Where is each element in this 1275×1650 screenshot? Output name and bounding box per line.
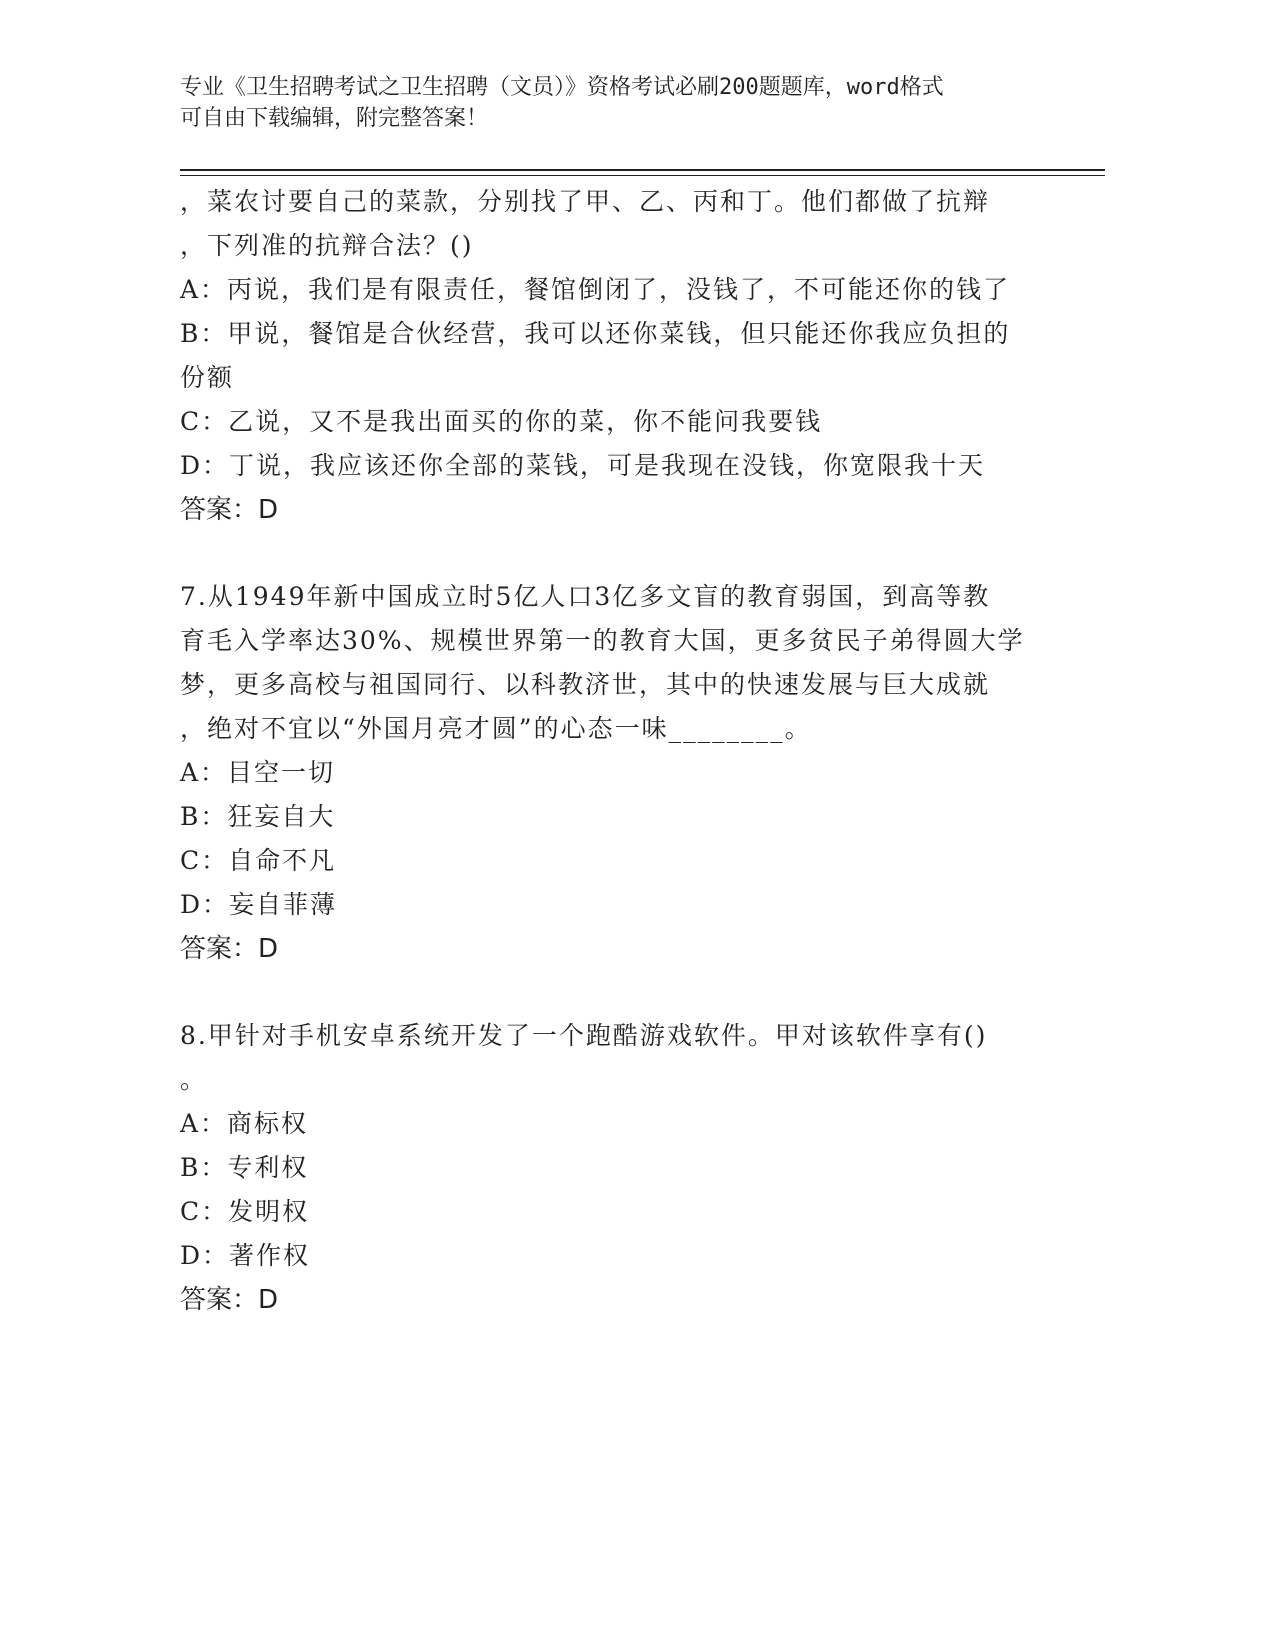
option-b: B：专利权: [180, 1153, 309, 1182]
question-text-line: ，菜农讨要自己的菜款，分别找了甲、乙、丙和丁。他们都做了抗辩: [180, 187, 991, 216]
header-divider-thick: [180, 169, 1105, 171]
question-list: [180, 180, 1060, 1322]
option-b: B：狂妄自大: [180, 802, 336, 831]
header-line-2: 可自由下载编辑，附完整答案！: [180, 106, 489, 131]
header-divider-thin: [180, 175, 1105, 176]
question-text-line: 7.从1949年新中国成立时5亿人口3亿多文盲的教育弱国，到高等教: [180, 582, 991, 611]
document-header: [180, 72, 1040, 134]
question-7: [180, 575, 1060, 971]
header-line-1: 专业《卫生招聘考试之卫生招聘（文员）》资格考试必刷200题题库，word格式: [180, 75, 944, 100]
answer-label: 答案：D: [180, 1285, 279, 1315]
question-text-line: ，下列准的抗辩合法？(): [180, 231, 474, 260]
option-b: B：甲说，餐馆是合伙经营，我可以还你菜钱，但只能还你我应负担的: [180, 319, 1011, 348]
question-6: [180, 180, 1060, 532]
option-c: C：自命不凡: [180, 846, 337, 875]
answer-label: 答案：D: [180, 934, 279, 964]
question-text-line: 8.甲针对手机安卓系统开发了一个跑酷游戏软件。甲对该软件享有(): [180, 1021, 988, 1050]
question-8: [180, 1014, 1060, 1322]
option-d: D：丁说，我应该还你全部的菜钱，可是我现在没钱，你宽限我十天: [180, 451, 986, 480]
option-a: A：商标权: [180, 1109, 309, 1138]
option-d: D：妄自菲薄: [180, 890, 338, 919]
question-text-line: ，绝对不宜以“外国月亮才圆”的心态一味________。: [180, 714, 812, 743]
question-text-line: 。: [180, 1065, 208, 1094]
option-b-continued: 份额: [180, 363, 235, 392]
option-a: A：丙说，我们是有限责任，餐馆倒闭了，没钱了，不可能还你的钱了: [180, 275, 1011, 304]
answer-label: 答案：D: [180, 495, 279, 525]
question-text-line: 育毛入学率达30%、规模世界第一的教育大国，更多贫民子弟得圆大学: [180, 626, 1025, 655]
option-d: D：著作权: [180, 1241, 311, 1270]
option-c: C：发明权: [180, 1197, 310, 1226]
option-c: C：乙说，又不是我出面买的你的菜，你不能问我要钱: [180, 407, 823, 436]
option-a: A：目空一切: [180, 758, 336, 787]
question-text-line: 梦，更多高校与祖国同行、以科教济世，其中的快速发展与巨大成就: [180, 670, 991, 699]
